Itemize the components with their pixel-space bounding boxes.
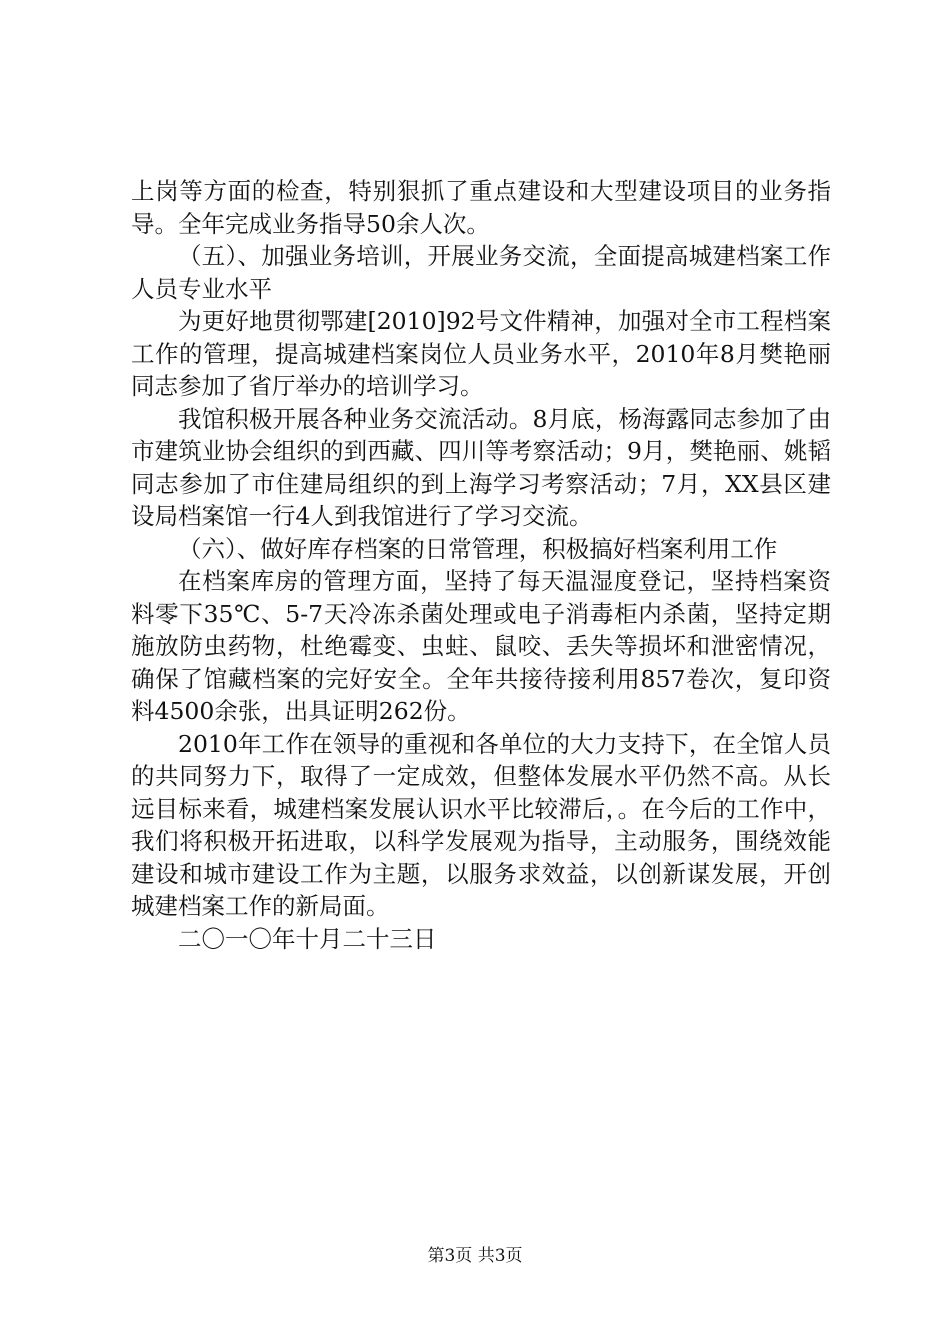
document-body [131,175,831,955]
section-heading-training: （五）、加强业务培训，开展业务交流，全面提高城建档案工作人员专业水平 [131,242,831,303]
page-number: 第3页 共3页 [427,1246,523,1266]
paragraph-training: 为更好地贯彻鄂建[2010]92号文件精神，加强对全市工程档案工作的管理，提高城建档案岗位人员业务水平，2010年8月樊艳丽同志参加了省厅举办的培训学习。 [131,307,831,400]
section-heading-archive-management: （六）、做好库存档案的日常管理，积极搞好档案利用工作 [178,534,778,563]
page-footer [0,1245,950,1267]
paragraph-exchange: 我馆积极开展各种业务交流活动。8月底，杨海露同志参加了由市建筑业协会组织的到西藏、四川等考察活动；9月，樊艳丽、姚韬同志参加了市住建局组织的到上海学习考察活动；7月，XX县区建设局档案馆一行4人到我馆进行了学习交流。 [131,404,831,530]
document-date: 二〇一〇年十月二十三日 [178,924,437,953]
paragraph-archive-management: 在档案库房的管理方面，坚持了每天温湿度登记，坚持档案资料零下35℃、5-7天冷冻杀菌处理或电子消毒柜内杀菌，坚持定期施放防虫药物，杜绝霉变、虫蛀、鼠咬、丢失等损坏和泄密情况，确保了馆藏档案的完好安全。全年共接待接利用857卷次，复印资料4500余张，出具证明262份。 [131,567,831,725]
paragraph-summary: 2010年工作在领导的重视和各单位的大力支持下，在全馆人员的共同努力下，取得了一定成效，但整体发展水平仍然不高。从长远目标来看，城建档案发展认识水平比较滞后，。在今后的工作中，我们将积极开拓进取，以科学发展观为指导，主动服务，围绕效能建设和城市建设工作为主题，以服务求效益，以创新谋发展，开创城建档案工作的新局面。 [131,729,831,920]
paragraph-inspection-continued: 上岗等方面的检查，特别狠抓了重点建设和大型建设项目的业务指导。全年完成业务指导50余人次。 [131,177,831,238]
